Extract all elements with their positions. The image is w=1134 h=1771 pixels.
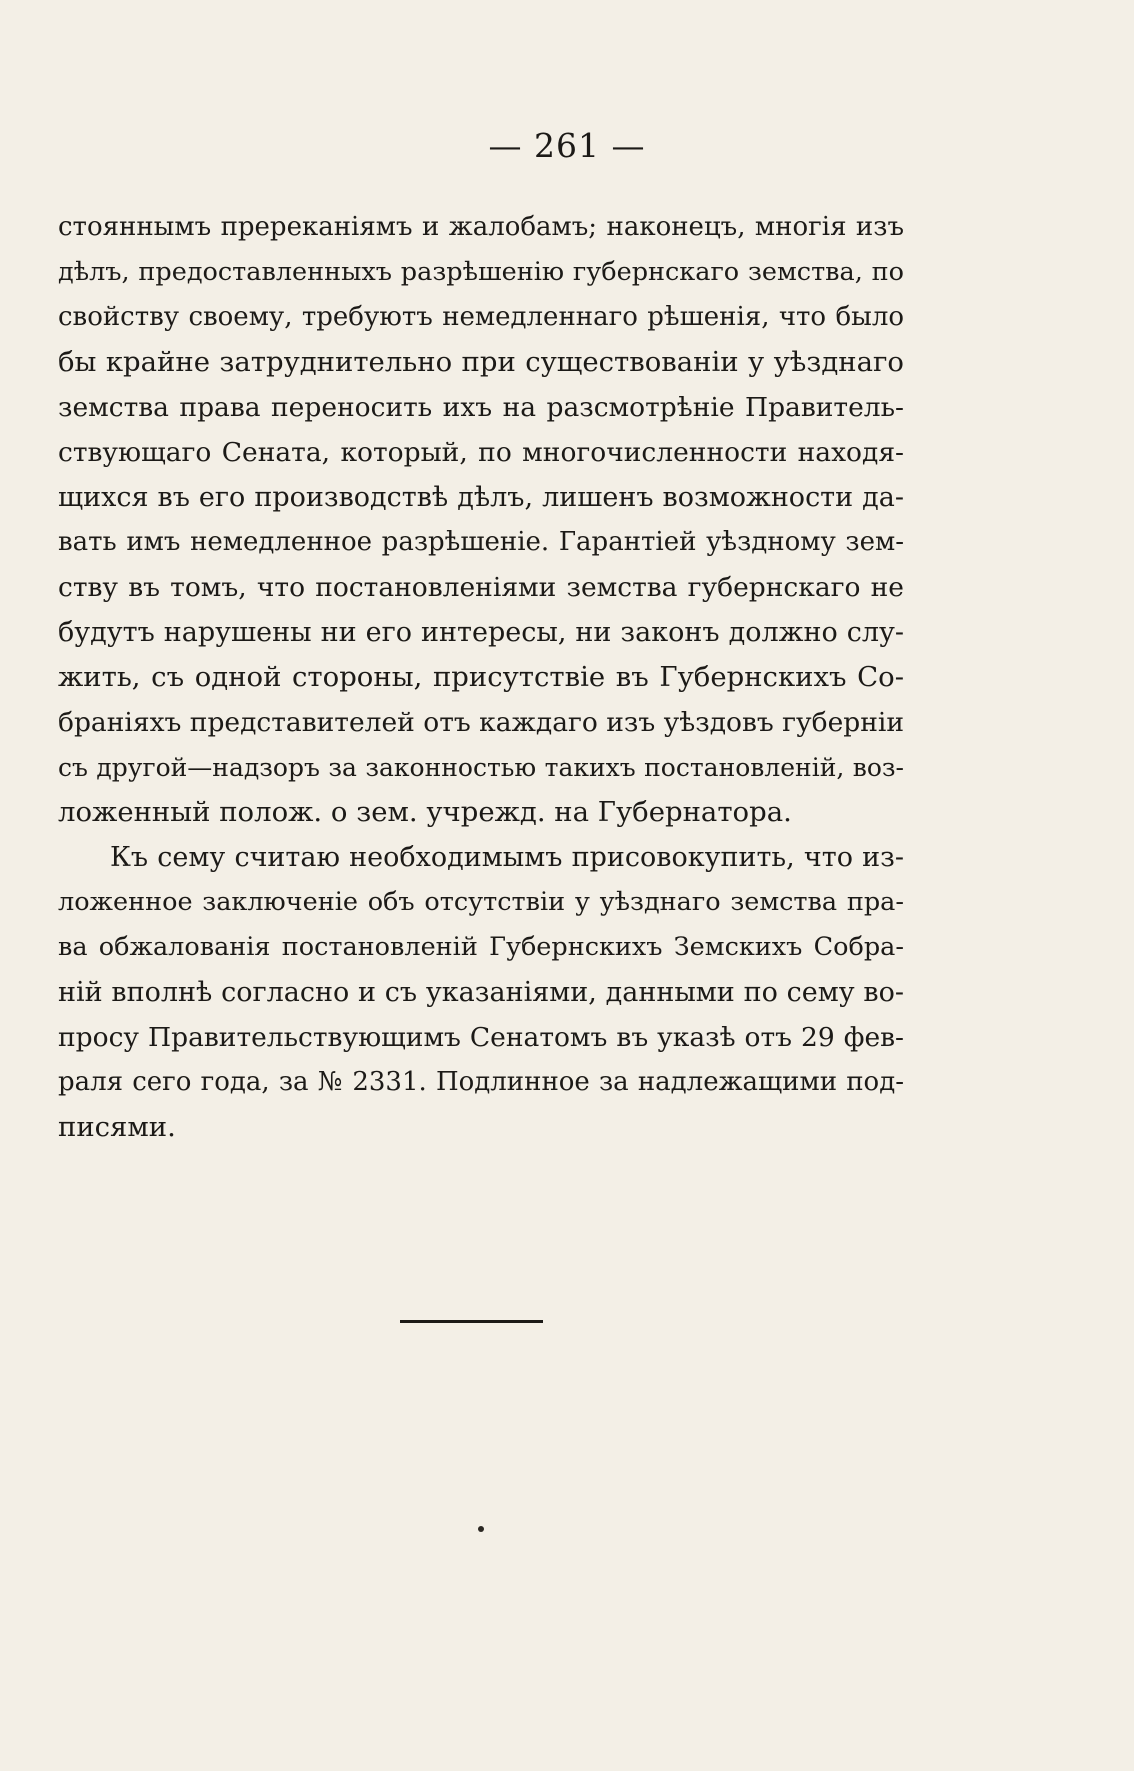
text-line: съ другой—надзоръ за законностью такихъ постановленій, воз-	[58, 753, 904, 782]
text-line-paragraph-start: Къ сему считаю необходимымъ присовокупить, что из-	[110, 842, 904, 873]
page-number: — 261 —	[488, 126, 646, 165]
text-line: ству въ томъ, что постановленіями земства губернскаго не	[58, 572, 904, 603]
text-line: бы крайне затруднительно при существованіи у уѣзднаго	[58, 346, 904, 378]
text-line: ложенное заключеніе объ отсутствіи у уѣзднаго земства пра-	[58, 887, 904, 917]
text-line: ва обжалованія постановленій Губернскихъ Земскихъ Собра-	[58, 932, 904, 962]
text-line-paragraph-end: писями.	[58, 1111, 176, 1143]
text-line: свойству своему, требуютъ немедленнаго рѣшенія, что было	[58, 302, 904, 332]
text-line: будутъ нарушены ни его интересы, ни законъ должно слу-	[58, 617, 904, 648]
text-line: раля сего года, за № 2331. Подлинное за надлежащими под-	[58, 1067, 904, 1097]
body-text	[58, 205, 904, 1150]
text-line: земства права переносить ихъ на разсмотрѣніе Правитель-	[58, 392, 904, 423]
section-divider-rule	[400, 1320, 543, 1323]
text-line-paragraph-end: ложенный полож. о зем. учрежд. на Губернатора.	[58, 796, 792, 828]
text-line: просу Правительствующимъ Сенатомъ въ указѣ отъ 29 фев-	[58, 1022, 904, 1053]
text-line: ствующаго Сената, который, по многочисленности находя-	[58, 437, 904, 468]
text-line: дѣлъ, предоставленныхъ разрѣшенію губернскаго земства, по	[58, 257, 904, 287]
ink-speck	[478, 1526, 484, 1532]
text-line: жить, съ одной стороны, присутствіе въ Губернскихъ Со-	[58, 661, 904, 693]
text-line: стояннымъ пререканіямъ и жалобамъ; наконецъ, многія изъ	[58, 212, 904, 242]
text-line: вать имъ немедленное разрѣшеніе. Гарантіей уѣздному зем-	[58, 527, 904, 557]
text-line: браніяхъ представителей отъ каждаго изъ уѣздовъ губерніи	[58, 707, 904, 738]
text-line: ній вполнѣ согласно и съ указаніями, данными по сему во-	[58, 977, 904, 1008]
text-line: щихся въ его производствѣ дѣлъ, лишенъ возможности да-	[58, 482, 904, 513]
